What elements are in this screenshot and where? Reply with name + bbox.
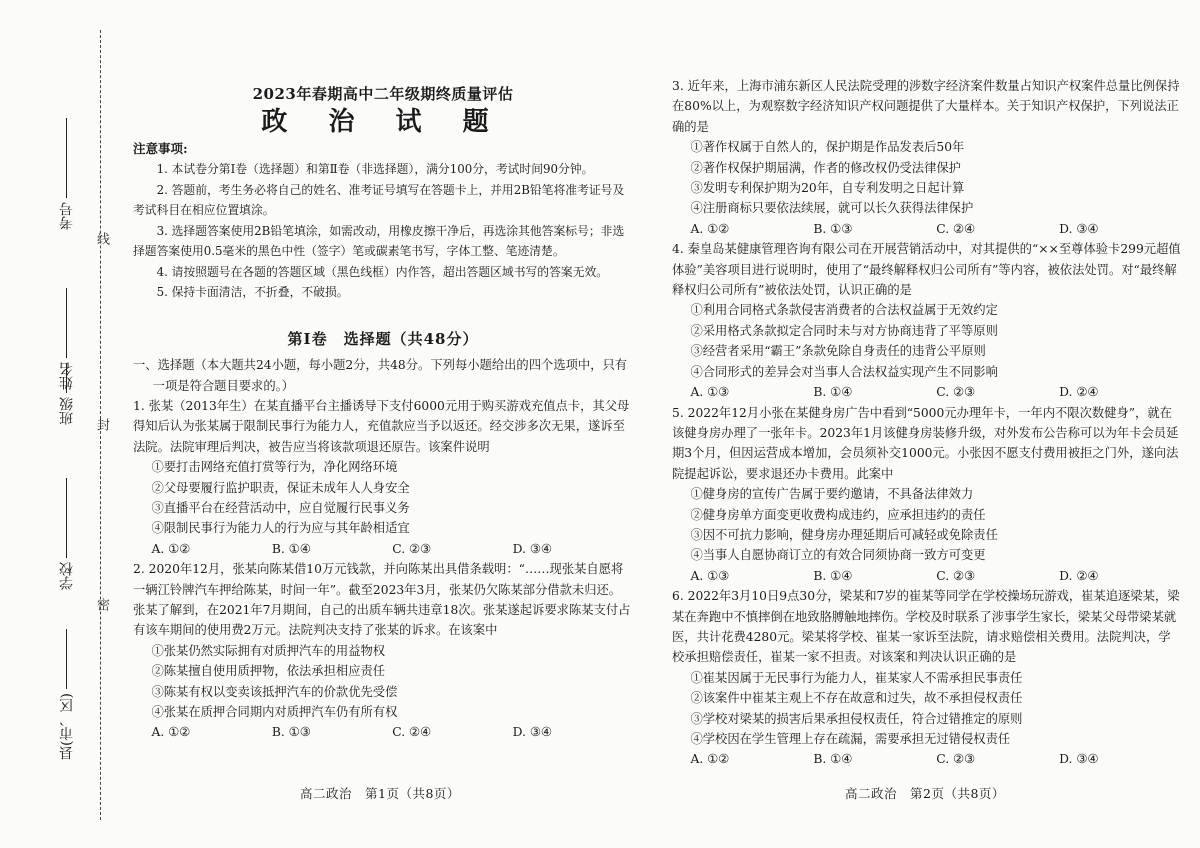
- section-title: 第Ⅰ卷 选择题（共48分）: [287, 329, 479, 348]
- question-option: ①要打击网络充值打赏等行为，净化网络环境: [151, 460, 398, 475]
- exam-number-field: [56, 110, 78, 230]
- class-underline: [67, 363, 68, 393]
- question-3: [672, 76, 1182, 239]
- choice-c: C. ②③: [392, 541, 432, 556]
- choice-a: A. ①②: [690, 221, 730, 236]
- choice-d: D. ③④: [1059, 221, 1099, 236]
- notice-item: 1. 本试卷分第Ⅰ卷（选择题）和第Ⅱ卷（非选择题），满分100分，考试时间90分钟。: [156, 162, 594, 177]
- question-option: ③经营者采用“霸王”条款免除自身责任的违背公平原则: [690, 344, 986, 359]
- question-option: ④张某在质押合同期内对质押汽车仍有所有权: [151, 705, 398, 720]
- binding-margin: [0, 0, 120, 848]
- question-option: ③发明专利保护期为20年，自专利发明之日起计算: [690, 181, 965, 196]
- choice-d: D. ②④: [1059, 385, 1099, 400]
- left-column: [133, 72, 633, 743]
- exam-number-label: 考号: [59, 202, 75, 230]
- exam-name: 2023年春期高中二年级期终质量评估: [252, 85, 514, 103]
- question-stem: 1. 张某（2013年生）在某直播平台主播诱导下支付6000元用于购买游戏充值点卡，其父母得知后认为张某属于限制民事行为能力人，充值款应当予以返还。经交涉多次无果，遂诉至法院。法院审理后判决，被告应当将该款项退还原告。该案件说明: [133, 398, 630, 454]
- question-option: ④学校因在学生管理上存在疏漏，需要承担无过错侵权责任: [690, 732, 1011, 746]
- question-5: [672, 403, 1182, 587]
- notice-heading: 注意事项:: [133, 140, 188, 156]
- choice-a: A. ①③: [690, 385, 730, 400]
- question-2: [133, 559, 633, 743]
- school-label: 学校: [59, 562, 75, 590]
- question-option: ④限制民事行为能力人的行为应与其年龄相适宜: [151, 521, 410, 536]
- question-option: ①张某仍然实际拥有对质押汽车的用益物权: [151, 643, 386, 658]
- question-option: ④合同形式的差异会对当事人合法权益实现产生不同影响: [690, 364, 998, 379]
- right-column: [672, 76, 1182, 770]
- choice-d: D. ③④: [512, 725, 552, 740]
- choice-b: B. ①④: [813, 568, 853, 583]
- question-option: ④注册商标只要依法续展，就可以长久获得法律保护: [690, 201, 974, 216]
- question-stem: 2. 2020年12月，张某向陈某借10万元钱款，并向陈某出具借条载明：“……现张某自愿将一辆江铃牌汽车押给陈某，时间一年”。截至2023年3月，张某仍欠陈某部分借款未归还。张某了解到，在2021年7月期间，自己的出质车辆共违章18次。张某遂起诉要求陈某支付占有该车期间的使用费2万元。法院判决支持了张某的诉求。在该案中: [133, 562, 631, 638]
- class-field-label: [56, 355, 78, 425]
- question-option: ③学校对梁某的损害后果承担侵权责任，符合过错推定的原则: [690, 711, 1023, 726]
- name-label: 姓名: [59, 362, 75, 390]
- seal-mark: 封: [94, 418, 109, 431]
- choice-d: D. ③④: [512, 541, 552, 556]
- section-instruction: 一、选择题（本大题共24小题，每小题2分，共48分。下列每小题给出的四个选项中，只有一项是符合题目要求的。）: [133, 358, 628, 393]
- question-6: [672, 586, 1182, 770]
- question-option: ②著作权保护期届满，作者的修改权仍受法律保护: [690, 160, 961, 175]
- choice-d: D. ③④: [1059, 752, 1099, 767]
- question-stem: 6. 2022年3月10日9点30分，梁某和7岁的崔某等同学在学校操场玩游戏，崔某追逐梁某，梁某在奔跑中不慎摔倒在地致胳膊触地摔伤。学校及时联系了涉事学生家长，梁某父母带梁某就医，共计花费4280元。梁某将学校、崔某一家诉至法院，请求赔偿相关费用。法院判决，学校承担赔偿责任，崔某一家不担责。对该案和判决认识正确的是: [672, 589, 1180, 665]
- choice-c: C. ②③: [936, 385, 976, 400]
- question-4: [672, 239, 1182, 402]
- page-footer-1: 高二政治 第1页（共8页）: [300, 786, 460, 801]
- choice-c: C. ②④: [936, 221, 976, 236]
- county-underline: [67, 629, 68, 689]
- exam-title: 政 治 试 题: [261, 107, 505, 138]
- secret-mark: 密: [94, 598, 109, 611]
- notice-item: 2. 答题前，考生务必将自己的姓名、准考证号填写在答题卡上，并用2B铅笔将准考证号及考试科目在相应位置填涂。: [133, 182, 625, 218]
- choice-c: C. ②④: [392, 725, 432, 740]
- notice-item: 4. 请按照题号在各题的答题区域（黑色线框）内作答，超出答题区域书写的答案无效。: [156, 264, 609, 279]
- answer-choices: [672, 219, 1182, 239]
- answer-choices: [133, 539, 633, 559]
- question-stem: 3. 近年来，上海市浦东新区人民法院受理的涉数字经济案件数量占知识产权案件总量比例保持在80%以上，为观察数字经济知识产权问题提供了大量样本。关于知识产权保护，下列说法正确的是: [672, 79, 1180, 134]
- class-label: 班级: [59, 397, 75, 425]
- choice-b: B. ①③: [813, 221, 853, 236]
- choice-b: B. ①④: [271, 541, 311, 556]
- school-underline: [67, 478, 68, 558]
- exam-number-underline: [67, 118, 68, 198]
- county-field: [56, 610, 78, 760]
- notice-item: 3. 选择题答案使用2B铅笔填涂，如需改动，用橡皮擦干净后，再选涂其他答案标号；非选择题答案使用0.5毫米的黑色中性（签字）笔或碳素笔书写，字体工整、笔迹清楚。: [133, 223, 625, 259]
- choice-d: D. ②④: [1059, 568, 1099, 583]
- question-option: ②父母要履行监护职责，保证未成年人人身安全: [151, 480, 410, 495]
- county-label: 县(市、区): [59, 693, 75, 760]
- question-1: [133, 396, 633, 559]
- choice-a: A. ①②: [151, 725, 191, 740]
- question-option: ③因不可抗力影响，健身房办理延期后可减轻或免除责任: [690, 527, 998, 542]
- answer-choices: [133, 722, 633, 742]
- answer-choices: [672, 566, 1182, 586]
- choice-b: B. ①④: [813, 385, 853, 400]
- answer-choices: [672, 749, 1182, 769]
- notice-item: 5. 保持卡面清洁，不折叠，不破损。: [156, 285, 349, 300]
- choice-c: C. ②③: [936, 752, 976, 767]
- choice-a: A. ①②: [690, 752, 730, 767]
- choice-a: A. ①②: [151, 541, 191, 556]
- question-option: ③直播平台在经营活动中，应自觉履行民事义务: [151, 500, 410, 515]
- question-option: ②采用格式条款拟定合同时未与对方协商违背了平等原则: [690, 323, 998, 338]
- question-option: ①利用合同格式条款侵害消费者的合法权益属于无效约定: [690, 303, 998, 318]
- question-option: ③陈某有权以变卖该抵押汽车的价款优先受偿: [151, 684, 398, 699]
- choice-b: B. ①④: [813, 752, 853, 767]
- question-stem: 5. 2022年12月小张在某健身房广告中看到“5000元办理年卡，一年内不限次数健身”，就在该健身房办理了一张年卡。2023年1月该健身房装修升级，对外发布公告称可以为年卡会员延期3个月，但因运营成本增加，会员须补交1000元。小张因不愿支付费用被拒之门外，遂向法院提起诉讼，要求退还办卡费用。此案中: [672, 405, 1179, 481]
- page-footer-2: 高二政治 第2页（共8页）: [845, 786, 1005, 801]
- answer-choices: [672, 382, 1182, 402]
- choice-b: B. ①③: [271, 725, 311, 740]
- question-option: ①著作权属于自然人的，保护期是作品发表后50年: [690, 140, 965, 155]
- question-option: ①崔某因属于无民事行为能力人，崔某家人不需承担民事责任: [690, 670, 1023, 685]
- question-option: ②陈某擅自使用质押物，依法承担相应责任: [151, 664, 386, 679]
- school-field: [56, 470, 78, 590]
- choice-c: C. ②③: [936, 568, 976, 583]
- choice-a: A. ①③: [690, 568, 730, 583]
- line-mark: 线: [94, 232, 109, 245]
- question-stem: 4. 秦皇岛某健康管理咨询有限公司在开展营销活动中，对其提供的“××至尊体验卡299元超值体验”美容项目进行说明时，使用了“最终解释权归公司所有”等内容，被依法处罚。对“最终解释权归公司所有”被依法处罚，认识正确的是: [672, 242, 1181, 298]
- question-option: ②该案件中崔某主观上不存在故意和过失，故不承担侵权责任: [690, 691, 1023, 706]
- question-option: ④当事人自愿协商订立的有效合同须协商一致方可变更: [690, 548, 986, 563]
- question-option: ①健身房的宣传广告属于要约邀请，不具备法律效力: [690, 487, 974, 502]
- question-option: ②健身房单方面变更收费构成违约，应承担违约的责任: [690, 507, 986, 522]
